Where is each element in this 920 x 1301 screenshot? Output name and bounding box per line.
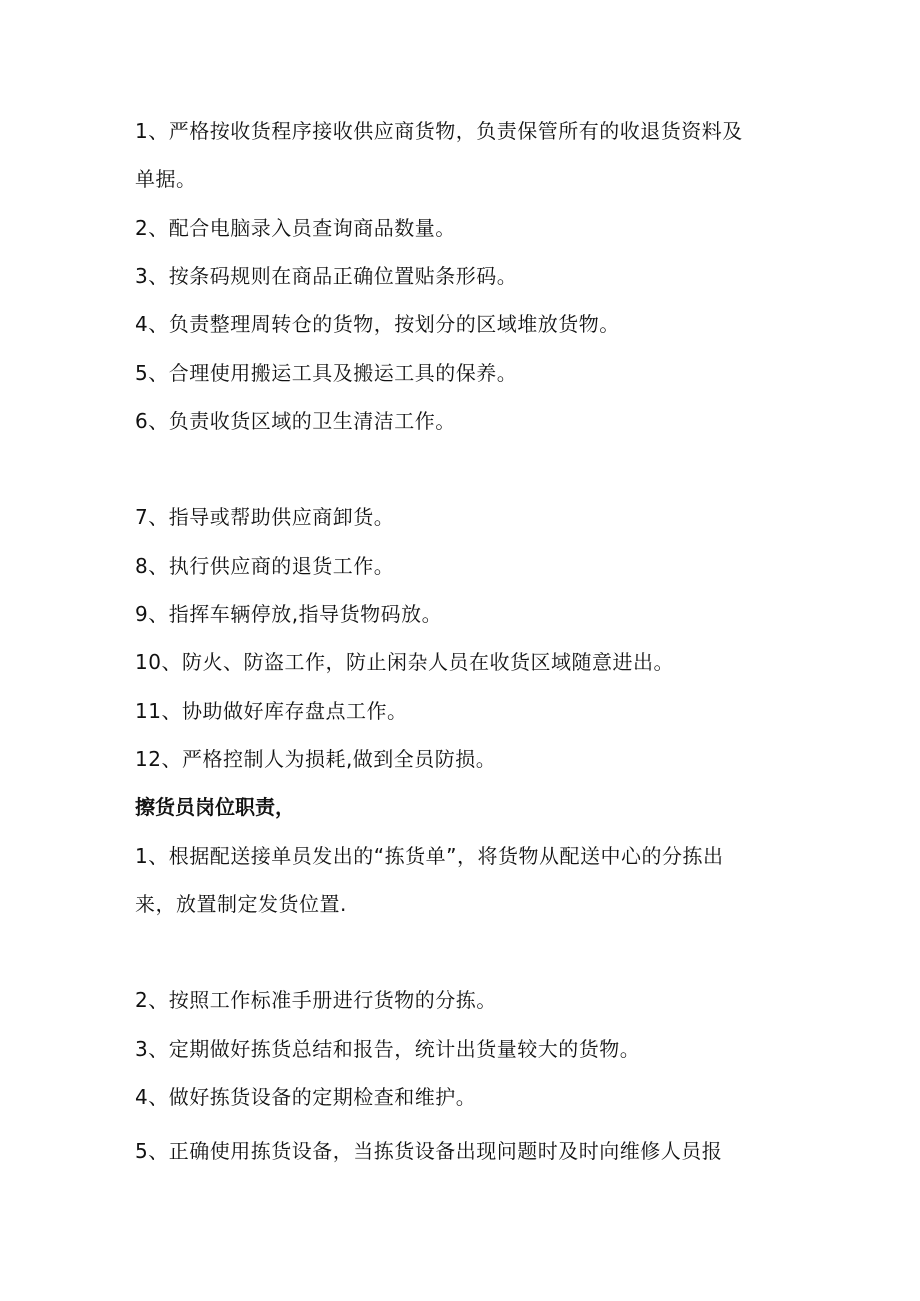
text-line: 3、按条码规则在商品正确位置贴条形码。	[135, 264, 518, 288]
text-line: 单据。	[135, 167, 197, 191]
text-line: 2、配合电脑录入员查询商品数量。	[135, 216, 456, 240]
text-line: 9、指挥车辆停放,指导货物码放。	[135, 602, 443, 626]
text-line: 5、合理使用搬运工具及搬运工具的保养。	[135, 361, 518, 385]
text-line: 1、根据配送接单员发出的“拣货单”，将货物从配送中心的分拣出	[135, 844, 724, 868]
section-heading: 擦货员岗位职责，	[135, 795, 295, 819]
text-line: 5、正确使用拣货设备，当拣货设备出现问题时及时向维修人员报	[135, 1139, 723, 1163]
text-line: 6、负责收货区域的卫生清洁工作。	[135, 409, 456, 433]
text-line: 2、按照工作标准手册进行货物的分拣。	[135, 988, 497, 1012]
text-line: 8、执行供应商的退货工作。	[135, 554, 395, 578]
text-line: 11、协助做好库存盘点工作。	[135, 699, 408, 723]
text-line: 来，放置制定发货位置.	[135, 892, 347, 916]
text-line: 4、负责整理周转仓的货物，按划分的区域堆放货物。	[135, 312, 620, 336]
text-line: 1、严格按收货程序接收供应商货物，负责保管所有的收退货资料及	[135, 119, 743, 143]
text-line: 3、定期做好拣货总结和报告，统计出货量较大的货物。	[135, 1037, 641, 1061]
text-line: 10、防火、防盗工作，防止闲杂人员在收货区域随意进出。	[135, 650, 674, 674]
text-line: 12、严格控制人为损耗,做到全员防损。	[135, 747, 497, 771]
text-line: 4、做好拣货设备的定期检查和维护。	[135, 1085, 477, 1109]
text-line: 7、指导或帮助供应商卸货。	[135, 505, 395, 529]
